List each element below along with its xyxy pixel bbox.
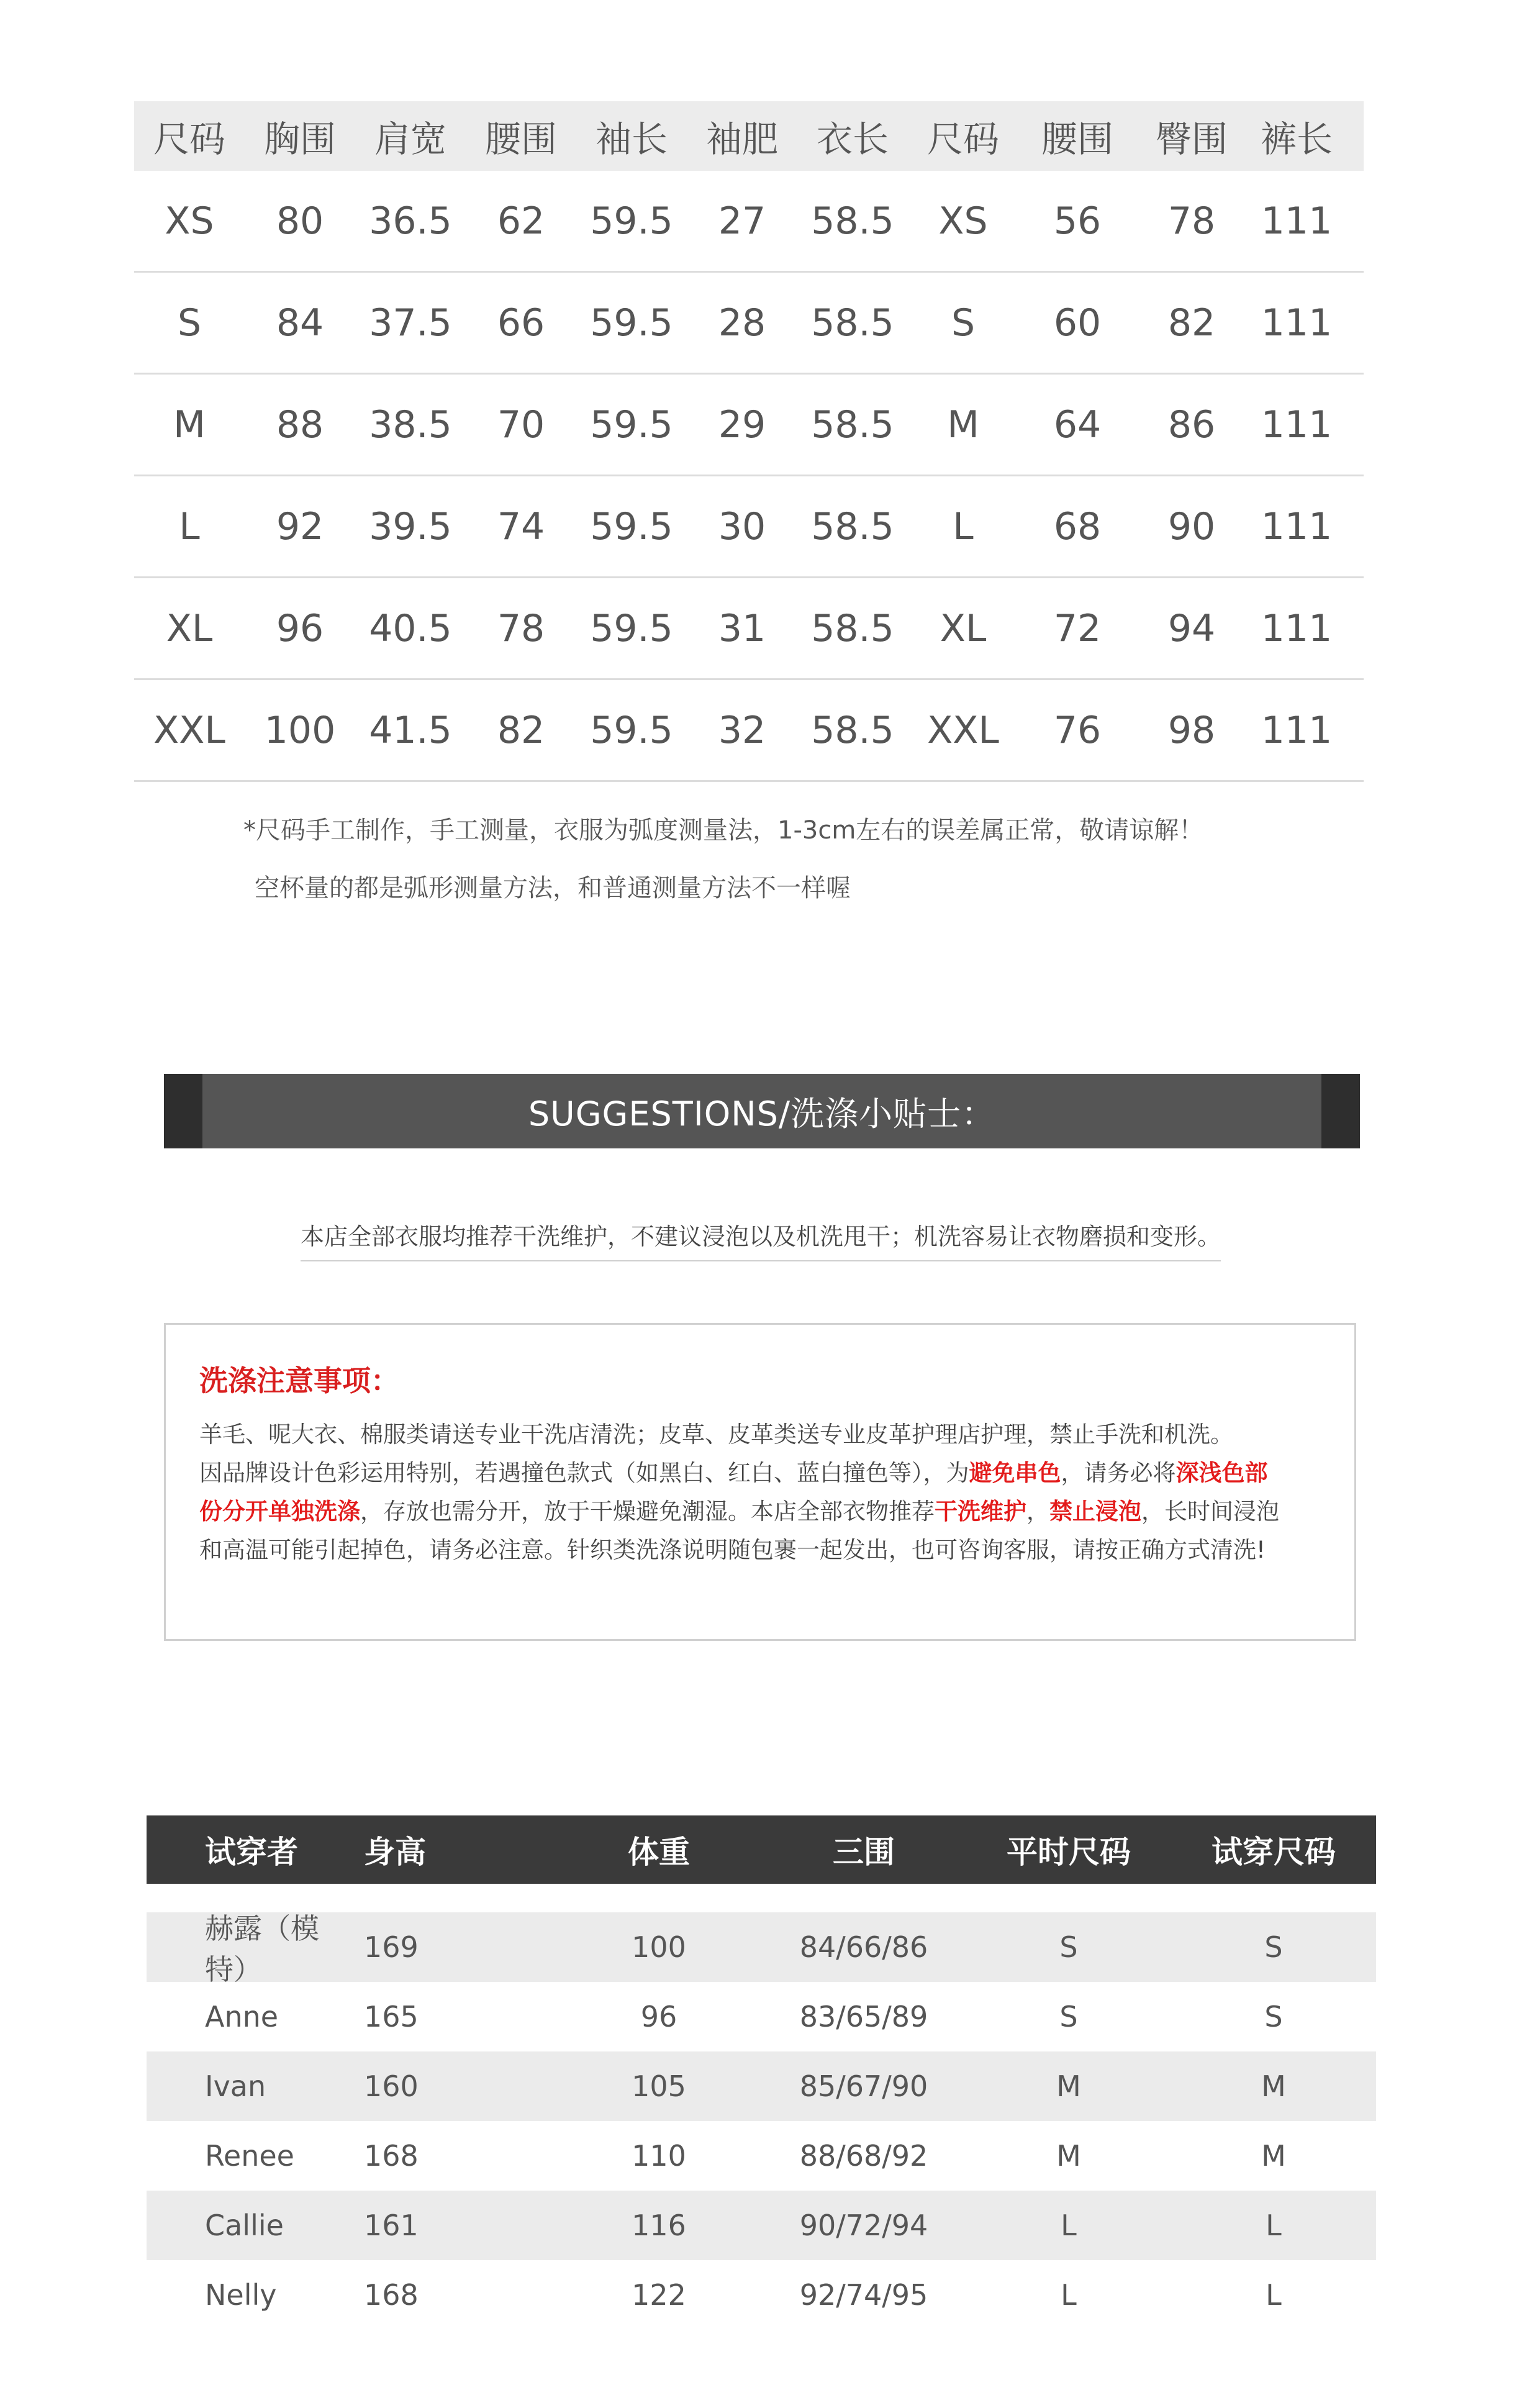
size-chart-table <box>134 101 1364 782</box>
try-on-cell: S <box>1059 1930 1078 1964</box>
washing-highlight: 深浅色部 <box>1175 1460 1268 1486</box>
size-cell: XL <box>166 606 213 650</box>
try-on-cell: 88/68/92 <box>799 2139 928 2173</box>
size-cell: S <box>177 301 202 345</box>
size-cell: 58.5 <box>811 708 894 752</box>
size-cell: S <box>951 301 976 345</box>
try-on-cell: 92/74/95 <box>799 2278 928 2312</box>
try-on-cell: Anne <box>205 2000 279 2033</box>
try-on-cell: 105 <box>632 2069 686 2103</box>
header-cell: 袖肥 <box>705 118 778 160</box>
header-cell: 衣长 <box>816 118 889 160</box>
size-cell: 64 <box>1053 402 1102 447</box>
size-cell: L <box>953 504 974 548</box>
try-on-cell: 169 <box>364 1930 419 1964</box>
size-cell: 96 <box>276 606 324 650</box>
size-cell: 59.5 <box>590 402 673 447</box>
size-cell: 31 <box>718 606 766 650</box>
size-row <box>134 171 1364 273</box>
size-cell: 70 <box>497 402 545 447</box>
try-on-cell: L <box>1061 2278 1077 2312</box>
size-cell: 62 <box>497 199 545 243</box>
size-cell: 58.5 <box>811 504 894 548</box>
washing-highlight: 禁止浸泡 <box>1049 1498 1141 1525</box>
size-row <box>134 476 1364 578</box>
size-cell: 29 <box>718 402 766 447</box>
size-cell: 84 <box>276 301 324 345</box>
size-cell: 66 <box>497 301 545 345</box>
try-on-cell: Nelly <box>205 2278 277 2312</box>
header-cell: 腰围 <box>484 118 557 160</box>
try-on-cell: 168 <box>364 2139 419 2173</box>
size-cell: 72 <box>1053 606 1102 650</box>
header-cell: 试穿者 <box>205 1834 298 1870</box>
size-cell: 111 <box>1261 606 1333 650</box>
header-cell: 袖长 <box>595 118 668 160</box>
size-cell: 37.5 <box>369 301 452 345</box>
header-cell: 肩宽 <box>374 118 446 160</box>
washing-text: ， <box>1026 1498 1049 1525</box>
washing-text: 羊毛、呢大衣、棉服类请送专业干洗店清洗；皮草、皮革类送专业皮革护理店护理，禁止手洗和机洗。 <box>199 1421 1233 1448</box>
store-care-note: 本店全部衣服均推荐干洗维护，不建议浸泡以及机洗甩干；机洗容易让衣物磨损和变形。 <box>301 1217 1221 1261</box>
size-cell: 100 <box>264 708 336 752</box>
header-cell: 尺码 <box>926 118 999 160</box>
size-cell: 94 <box>1167 606 1216 650</box>
size-cell: 59.5 <box>590 301 673 345</box>
size-cell: 78 <box>497 606 545 650</box>
size-cell: 58.5 <box>811 301 894 345</box>
suggestions-banner-inner <box>202 1074 1321 1148</box>
try-on-row <box>147 2260 1376 2330</box>
try-on-cell: S <box>1264 2000 1283 2033</box>
size-row <box>134 375 1364 476</box>
try-on-cell: 116 <box>632 2209 686 2242</box>
washing-line-4 <box>199 1531 1266 1565</box>
size-cell: M <box>947 402 979 447</box>
try-on-row <box>147 2121 1376 2191</box>
try-on-cell: L <box>1266 2278 1282 2312</box>
size-cell: 111 <box>1261 402 1333 447</box>
size-cell: 78 <box>1167 199 1216 243</box>
size-cell: 86 <box>1167 402 1216 447</box>
size-cell: 111 <box>1261 504 1333 548</box>
washing-text: ，存放也需分开，放于干燥避免潮湿。本店全部衣物推荐 <box>360 1498 935 1525</box>
size-cell: 58.5 <box>811 606 894 650</box>
size-cell: XL <box>940 606 987 650</box>
try-on-cell: M <box>1056 2139 1081 2173</box>
try-on-cell: Ivan <box>205 2069 266 2103</box>
size-row <box>134 578 1364 680</box>
washing-title: 洗涤注意事项： <box>199 1364 399 1397</box>
size-cell: 30 <box>718 504 766 548</box>
try-on-cell: S <box>1264 1930 1283 1964</box>
size-cell: 38.5 <box>369 402 452 447</box>
try-on-cell: 赫露（模特） <box>205 1912 319 1986</box>
try-on-cell: Renee <box>205 2139 294 2173</box>
size-cell: 59.5 <box>590 606 673 650</box>
size-cell: 59.5 <box>590 504 673 548</box>
try-on-cell: 168 <box>364 2278 419 2312</box>
header-cell: 胸围 <box>263 118 336 160</box>
header-cell: 身高 <box>364 1834 426 1870</box>
suggestions-title: SUGGESTIONS/洗涤小贴士： <box>528 1094 996 1133</box>
size-cell: 74 <box>497 504 545 548</box>
header-cell: 试穿尺码 <box>1212 1834 1336 1870</box>
washing-text: ，请务必将 <box>1061 1460 1176 1486</box>
try-on-row <box>147 1912 1376 1986</box>
try-on-header <box>147 1815 1376 1884</box>
header-cell: 体重 <box>628 1834 690 1870</box>
washing-highlight: 干洗维护 <box>935 1498 1026 1525</box>
size-cell: 36.5 <box>369 199 452 243</box>
try-on-row <box>147 1982 1376 2051</box>
size-cell: 82 <box>497 708 545 752</box>
measurement-note-2: 空杯量的都是弧形测量方法，和普通测量方法不一样喔 <box>255 874 851 902</box>
try-on-cell: 161 <box>364 2209 419 2242</box>
washing-line-3 <box>199 1492 1279 1526</box>
size-cell: XXL <box>153 708 225 752</box>
size-cell: 39.5 <box>369 504 452 548</box>
size-cell: 27 <box>718 199 766 243</box>
try-on-cell: 84/66/86 <box>799 1930 928 1964</box>
size-cell: 111 <box>1261 301 1333 345</box>
size-cell: 58.5 <box>811 402 894 447</box>
size-chart-header <box>134 101 1364 171</box>
try-on-cell: 160 <box>364 2069 419 2103</box>
header-cell: 腰围 <box>1041 118 1113 160</box>
try-on-cell: 110 <box>632 2139 686 2173</box>
size-cell: 68 <box>1053 504 1102 548</box>
washing-text: ，长时间浸泡 <box>1141 1498 1279 1525</box>
measurement-note: *尺码手工制作，手工测量，衣服为弧度测量法，1-3cm左右的误差属正常，敬请谅解！ <box>243 816 1204 845</box>
try-on-cell: S <box>1059 2000 1078 2033</box>
washing-highlight: 份分开单独洗涤 <box>199 1498 360 1525</box>
size-cell: 40.5 <box>369 606 452 650</box>
size-cell: 80 <box>276 199 324 243</box>
size-cell: 32 <box>718 708 766 752</box>
try-on-cell: 83/65/89 <box>799 2000 928 2033</box>
size-cell: XXL <box>927 708 999 752</box>
try-on-cell: M <box>1261 2139 1286 2173</box>
size-cell: 59.5 <box>590 708 673 752</box>
size-cell: 111 <box>1261 708 1333 752</box>
size-cell: 90 <box>1167 504 1216 548</box>
header-cell: 臀围 <box>1155 118 1228 160</box>
size-row <box>134 273 1364 375</box>
try-on-cell: 100 <box>632 1930 686 1964</box>
try-on-cell: 122 <box>632 2278 686 2312</box>
size-cell: 59.5 <box>590 199 673 243</box>
washing-instructions-box <box>164 1323 1356 1641</box>
washing-highlight: 避免串色 <box>969 1460 1061 1486</box>
size-cell: 76 <box>1053 708 1102 752</box>
size-cell: 82 <box>1167 301 1216 345</box>
try-on-table <box>147 1815 1376 2330</box>
try-on-cell: M <box>1261 2069 1286 2103</box>
header-cell: 三围 <box>833 1834 895 1870</box>
washing-text: 因品牌设计色彩运用特别，若遇撞色款式（如黑白、红白、蓝白撞色等），为 <box>199 1460 969 1486</box>
size-row <box>134 680 1364 782</box>
size-cell: 41.5 <box>369 708 452 752</box>
try-on-cell: L <box>1061 2209 1077 2242</box>
size-cell: XS <box>938 199 988 243</box>
size-cell: L <box>179 504 200 548</box>
washing-line-1 <box>199 1415 1233 1449</box>
try-on-cell: 165 <box>364 2000 419 2033</box>
try-on-row <box>147 2051 1376 2121</box>
try-on-cell: 96 <box>640 2000 677 2033</box>
size-cell: M <box>173 402 206 447</box>
size-cell: 58.5 <box>811 199 894 243</box>
washing-text: 和高温可能引起掉色，请务必注意。针织类洗涤说明随包裹一起发出，也可咨询客服，请按正确方式清洗! <box>199 1537 1266 1563</box>
size-cell: 56 <box>1053 199 1102 243</box>
size-cell: 60 <box>1053 301 1102 345</box>
try-on-row <box>147 2191 1376 2260</box>
washing-line-2 <box>199 1454 1268 1488</box>
try-on-cell: 85/67/90 <box>799 2069 928 2103</box>
try-on-cell: M <box>1056 2069 1081 2103</box>
size-cell: 111 <box>1261 199 1333 243</box>
try-on-cell: Callie <box>205 2209 284 2242</box>
header-cell: 裤长 <box>1260 118 1333 160</box>
header-cell: 尺码 <box>153 118 225 160</box>
size-cell: 88 <box>276 402 324 447</box>
size-cell: XS <box>165 199 214 243</box>
size-cell: 92 <box>276 504 324 548</box>
size-cell: 28 <box>718 301 766 345</box>
size-cell: 98 <box>1167 708 1216 752</box>
suggestions-banner <box>164 1074 1360 1148</box>
try-on-cell: 90/72/94 <box>799 2209 928 2242</box>
header-cell: 平时尺码 <box>1007 1834 1131 1870</box>
try-on-cell: L <box>1266 2209 1282 2242</box>
